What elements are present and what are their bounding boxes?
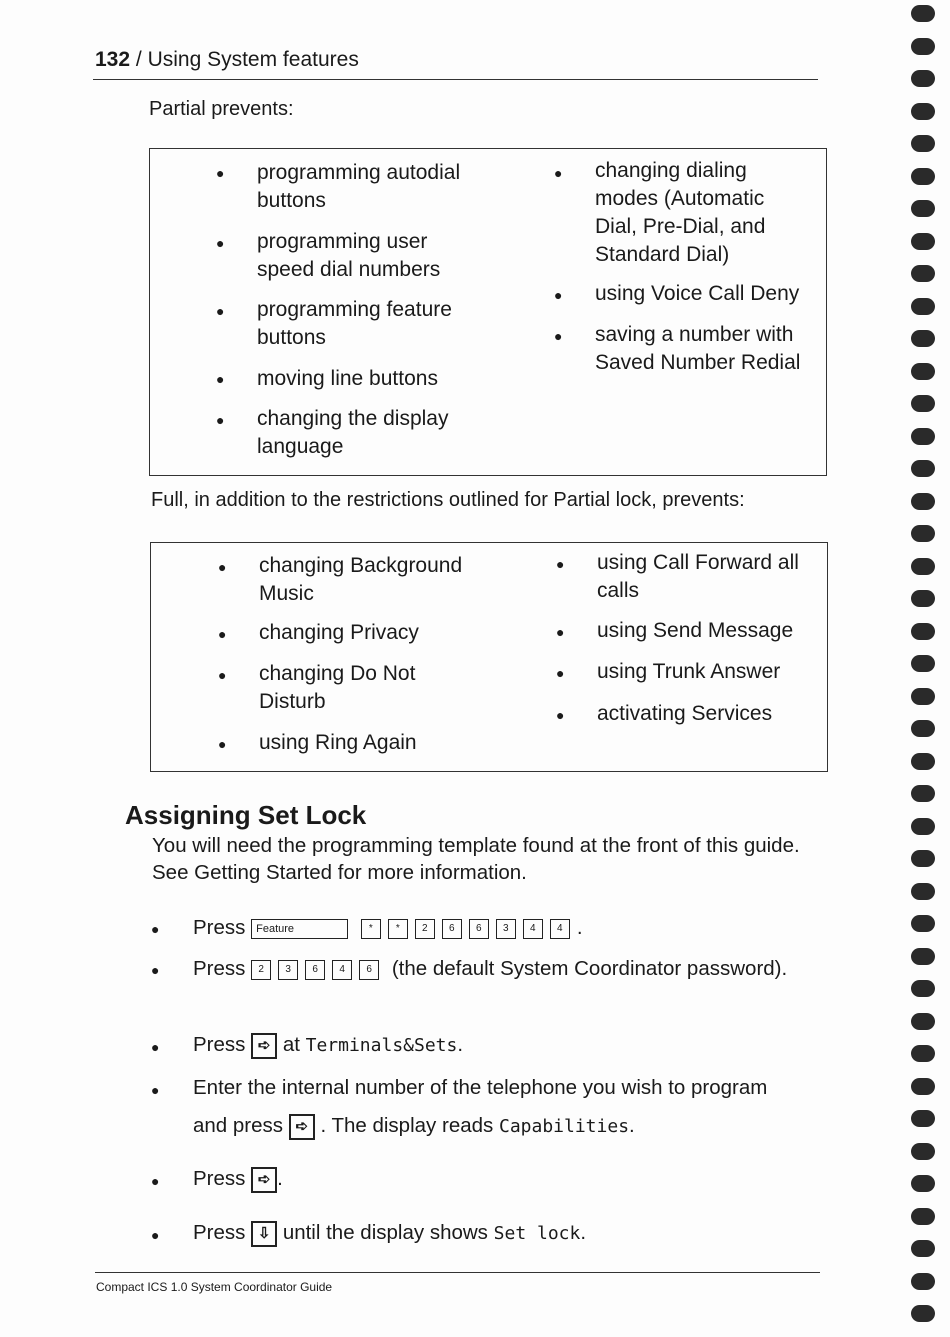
bullet: ● <box>216 235 225 251</box>
binding-ring <box>911 298 935 315</box>
binding-ring <box>911 883 935 900</box>
binding-ring <box>911 265 935 282</box>
digit-key: 3 <box>278 960 298 980</box>
step-3 <box>193 1031 463 1059</box>
binding-ring <box>911 200 935 217</box>
binding-ring <box>911 590 935 607</box>
press-label: Press <box>193 1033 246 1056</box>
bullet: ● <box>218 626 227 642</box>
digit-key: 4 <box>332 960 352 980</box>
binding-ring <box>911 1240 935 1257</box>
star-key: * <box>388 919 408 939</box>
binding-ring <box>911 460 935 477</box>
list-item: using Trunk Answer <box>597 660 781 683</box>
bullet: ● <box>216 371 225 387</box>
bullet: ● <box>554 328 563 344</box>
page-number: 132 <box>95 48 131 71</box>
step-text: at <box>282 1033 300 1056</box>
list-item: programming autodial buttons <box>257 161 461 212</box>
binding-ring <box>911 363 935 380</box>
list-item: moving line buttons <box>257 367 438 390</box>
binding-ring <box>911 720 935 737</box>
step-text: until the display shows <box>282 1221 488 1244</box>
binding-ring <box>911 1273 935 1290</box>
digit-key: 6 <box>305 960 325 980</box>
press-label: Press <box>193 1167 246 1190</box>
list-item: changing dialing modes (Automatic Dial, Pre-Dial, and Standard Dial) <box>595 159 766 266</box>
bullet: ● <box>216 303 225 319</box>
step-text: and press <box>193 1114 284 1137</box>
binding-ring <box>911 330 935 347</box>
digit-key: 3 <box>496 919 516 939</box>
binding-ring <box>911 1078 935 1095</box>
binding-ring <box>911 915 935 932</box>
page-header <box>95 48 359 72</box>
bullet: ● <box>151 1173 160 1189</box>
list-item: saving a number with Saved Number Redial <box>595 323 801 374</box>
list-item: changing the display language <box>257 407 449 458</box>
binding-ring <box>911 688 935 705</box>
binding-ring <box>911 948 935 965</box>
step-4-line2 <box>193 1112 635 1140</box>
binding-ring <box>911 1305 935 1322</box>
binding-ring <box>911 1208 935 1225</box>
full-box <box>150 542 828 772</box>
binding-ring <box>911 1013 935 1030</box>
binding-ring <box>911 623 935 640</box>
binding-ring <box>911 70 935 87</box>
digit-key: 4 <box>523 919 543 939</box>
step-6 <box>193 1219 586 1247</box>
display-text: Capabilities <box>498 1116 630 1137</box>
display-text: Terminals&Sets <box>305 1035 458 1056</box>
step-2 <box>193 955 793 982</box>
binding-ring <box>911 395 935 412</box>
bullet: ● <box>151 921 160 937</box>
binding-ring <box>911 103 935 120</box>
bullet: ● <box>218 559 227 575</box>
header-rule <box>93 79 818 80</box>
bullet: ● <box>554 287 563 303</box>
step-1 <box>193 914 583 941</box>
display-text: Set lock <box>493 1223 581 1244</box>
step-4-line1: Enter the internal number of the telephone you wish to program <box>193 1076 768 1099</box>
binding-ring <box>911 980 935 997</box>
step-end: . <box>629 1114 635 1137</box>
bullet: ● <box>216 165 225 181</box>
list-item: using Send Message <box>597 619 794 642</box>
step-5 <box>193 1165 283 1193</box>
bullet: ● <box>218 667 227 683</box>
digit-key: 6 <box>442 919 462 939</box>
list-item: programming user speed dial numbers <box>257 230 441 281</box>
digit-key: 2 <box>251 960 271 980</box>
list-item: using Voice Call Deny <box>595 282 800 305</box>
step-text: . The display reads <box>320 1114 494 1137</box>
step-end: . <box>457 1033 464 1056</box>
footer-text: Compact ICS 1.0 System Coordinator Guide <box>96 1280 333 1294</box>
step-end: . <box>277 1167 283 1190</box>
binding-ring <box>911 493 935 510</box>
binding-ring <box>911 753 935 770</box>
bullet: ● <box>554 165 563 181</box>
binding-ring <box>911 785 935 802</box>
bullet: ● <box>218 736 227 752</box>
press-label: Press <box>193 916 246 939</box>
list-item: programming feature buttons <box>257 298 452 349</box>
bullet: ● <box>556 556 565 572</box>
digit-key: 6 <box>469 919 489 939</box>
step-text: (the default System Coordinator password). <box>391 957 788 980</box>
binding-ring <box>911 428 935 445</box>
press-label: Press <box>193 957 246 980</box>
binding-ring <box>911 1143 935 1160</box>
binding-ring <box>911 1110 935 1127</box>
binding-ring <box>911 850 935 867</box>
bullet: ● <box>216 412 225 428</box>
star-key: * <box>361 919 381 939</box>
chapter-title: Using System features <box>147 48 359 71</box>
header-separator: / <box>130 48 148 71</box>
binding-ring <box>911 168 935 185</box>
digit-key: 4 <box>550 919 570 939</box>
list-item: changing Privacy <box>259 621 419 644</box>
partial-intro: Partial prevents: <box>149 98 294 120</box>
binding-ring <box>911 525 935 542</box>
binding-ring <box>911 5 935 22</box>
list-item: changing Do Not Disturb <box>259 662 416 713</box>
footer-rule <box>95 1272 820 1273</box>
right-arrow-key-icon: ➪ <box>251 1167 277 1193</box>
press-label: Press <box>193 1221 246 1244</box>
list-item: using Call Forward all calls <box>597 551 799 602</box>
down-arrow-key-icon: ⇩ <box>251 1221 277 1247</box>
section-heading: Assigning Set Lock <box>125 800 367 830</box>
bullet: ● <box>556 707 565 723</box>
step-end: . <box>576 916 583 939</box>
binding-ring <box>911 1045 935 1062</box>
right-arrow-key-icon: ➪ <box>289 1114 315 1140</box>
bullet: ● <box>151 1082 160 1098</box>
bullet: ● <box>151 962 160 978</box>
feature-key: Feature <box>251 919 348 939</box>
bullet: ● <box>556 665 565 681</box>
digit-key: 2 <box>415 919 435 939</box>
binding-ring <box>911 233 935 250</box>
right-arrow-key-icon: ➪ <box>251 1033 277 1059</box>
binding-ring <box>911 38 935 55</box>
list-item: changing Background Music <box>259 554 463 605</box>
binding-ring <box>911 135 935 152</box>
digit-key: 6 <box>359 960 379 980</box>
full-intro: Full, in addition to the restrictions outlined for Partial lock, prevents: <box>151 489 745 511</box>
partial-box <box>149 148 827 476</box>
bullet: ● <box>151 1039 160 1055</box>
list-item: using Ring Again <box>259 731 417 754</box>
binding-ring <box>911 655 935 672</box>
step-end: . <box>580 1221 587 1244</box>
list-item: activating Services <box>597 702 773 725</box>
binding-ring <box>911 818 935 835</box>
binding-ring <box>911 1175 935 1192</box>
bullet: ● <box>556 624 565 640</box>
bullet: ● <box>151 1227 160 1243</box>
section-paragraph: You will need the programming template found at the front of this guide. See Getting Started for more information. <box>152 834 800 884</box>
binding-ring <box>911 558 935 575</box>
